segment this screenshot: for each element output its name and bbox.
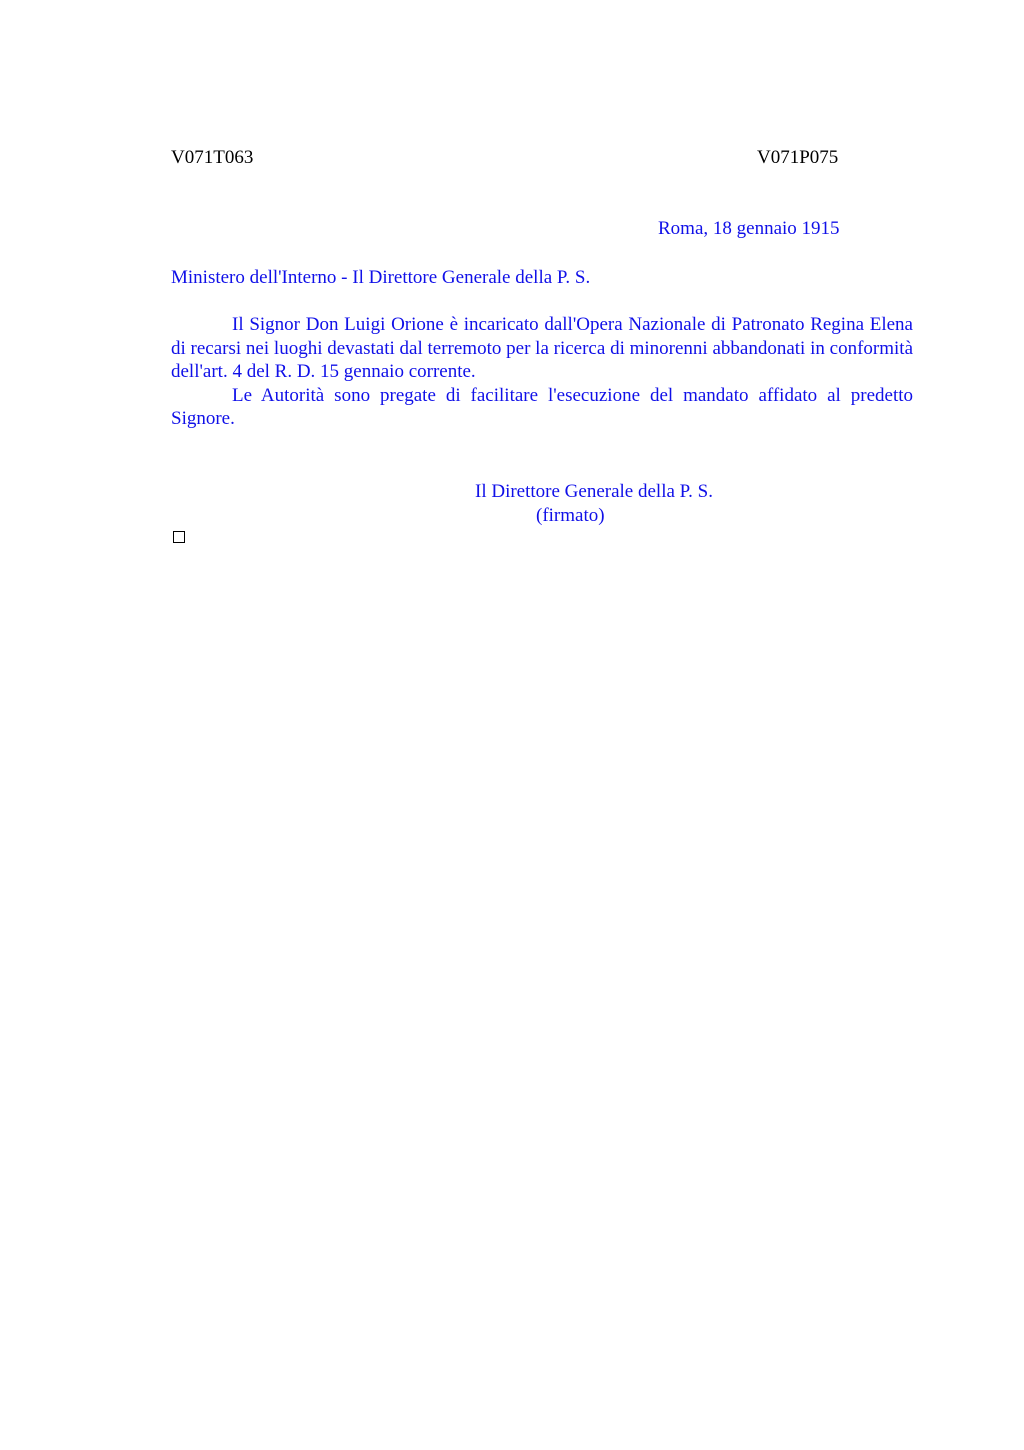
letter-sender: Ministero dell'Interno - Il Direttore Generale della P. S. bbox=[171, 267, 591, 288]
letter-paragraph-2: Le Autorità sono pregate di facilitare l'esecuzione del mandato affidato al predetto Signore. bbox=[171, 384, 913, 429]
signature-note: (firmato) bbox=[536, 505, 605, 526]
letter-place-date: Roma, 18 gennaio 1915 bbox=[658, 218, 840, 239]
empty-square-icon bbox=[173, 531, 185, 543]
letter-paragraph-1: Il Signor Don Luigi Orione è incaricato dall'Opera Nazionale di Patronato Regina Elena di recarsi nei luoghi devastati dal terremoto per la ricerca di minorenni abbandonati in conformità dell'art. 4 del R. D. 15 gennaio corrente. bbox=[171, 314, 913, 382]
signature-title: Il Direttore Generale della P. S. bbox=[475, 481, 713, 502]
document-code-right: V071P075 bbox=[757, 147, 839, 168]
document-code-left: V071T063 bbox=[171, 147, 254, 168]
letter-body bbox=[171, 313, 913, 431]
